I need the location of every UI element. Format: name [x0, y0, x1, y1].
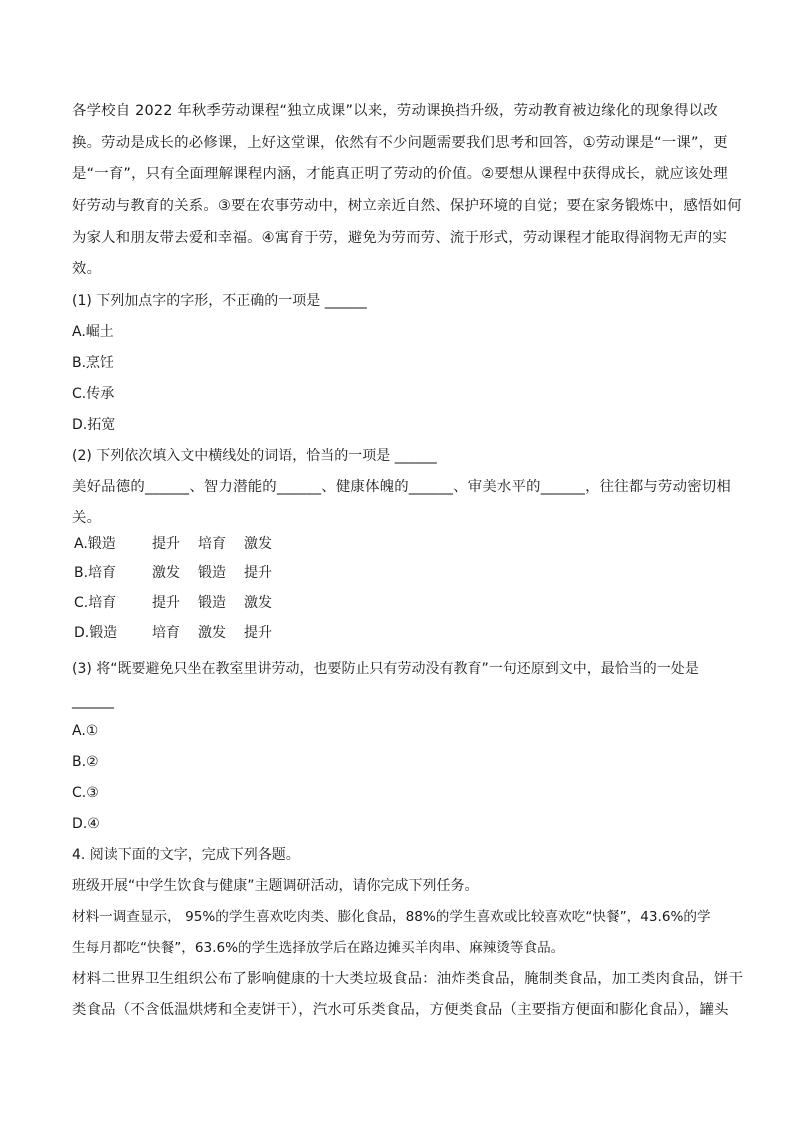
passage-line-5: 为家人和朋友带去爱和幸福。④寓育于劳，避免为劳而劳、流于形式，劳动课程才能取得润物无声的实: [72, 230, 728, 246]
q3-option-d: D.④: [72, 816, 100, 832]
q4-material-1-line-1: 材料一调查显示， 95%的学生喜欢吃肉类、膨化食品，88%的学生喜欢或比较喜欢吃“快餐”，43.6%的学: [72, 909, 711, 925]
q4-title: 4. 阅读下面的文字，完成下列各题。: [72, 847, 300, 863]
q3-option-c: C.③: [72, 785, 99, 801]
q2-option-c-word-1: C.培育: [74, 595, 117, 611]
q2-option-d-word-1: D.锻造: [74, 625, 118, 641]
q2-option-d-word-2: 培育: [152, 625, 180, 641]
q2-option-d-word-4: 提升: [244, 625, 272, 641]
q4-material-2-line-2: 类食品（不含低温烘烤和全麦饼干），汽水可乐类食品，方便类食品（主要指方便面和膨化食品），罐头: [72, 1002, 729, 1018]
q2-option-c-word-3: 锻造: [198, 595, 226, 611]
passage-line-1: 各学校自 2022 年秋季劳动课程“独立成课”以来，劳动课换挡升级，劳动教育被边缘化的现象得以改: [72, 103, 718, 119]
q1-option-a: A.崛土: [72, 324, 114, 340]
q2-option-a-word-3: 培育: [198, 536, 226, 552]
q2-stem: (2) 下列依次填入文中横线处的词语，恰当的一项是 ______: [72, 448, 437, 464]
q2-option-b-word-2: 激发: [152, 565, 180, 581]
q4-material-2-line-1: 材料二世界卫生组织公布了影响健康的十大类垃圾食品：油炸类食品，腌制类食品，加工类肉食品，饼干: [72, 971, 744, 987]
q3-option-b: B.②: [72, 754, 99, 770]
q2-option-a-word-4: 激发: [244, 536, 272, 552]
q2-option-a-word-1: A.锻造: [74, 536, 116, 552]
q2-option-c-word-4: 激发: [244, 595, 272, 611]
passage-line-2: 换。劳动是成长的必修课，上好这堂课，依然有不少问题需要我们思考和回答，①劳动课是“一课”，更: [72, 135, 728, 151]
q1-option-c: C.传承: [72, 386, 115, 402]
q2-option-c-word-2: 提升: [152, 595, 180, 611]
q1-stem: (1) 下列加点字的字形，不正确的一项是 ______: [72, 293, 367, 309]
q4-material-1-line-2: 生每月都吃“快餐”，63.6%的学生选择放学后在路边摊买羊肉串、麻辣烫等食品。: [72, 940, 565, 956]
q2-text-line-1: 美好品德的______、智力潜能的______、健康体魄的______、审美水平的______，往往都与劳动密切相: [72, 479, 731, 495]
q3-stem: (3) 将“既要避免只坐在教室里讲劳动，也要防止只有劳动没有教育”一句还原到文中，最恰当的一处是: [72, 661, 699, 677]
passage-line-6: 效。: [72, 261, 102, 277]
passage-line-3: 是“一育”，只有全面理解课程内涵，才能真正明了劳动的价值。②要想从课程中获得成长，就应该处理: [72, 166, 728, 182]
q2-option-b-word-4: 提升: [244, 565, 272, 581]
q2-option-b-word-1: B.培育: [74, 565, 117, 581]
q3-answer-blank: ______: [72, 693, 114, 709]
q2-text-line-2: 关。: [72, 510, 102, 526]
q2-option-b-word-3: 锻造: [198, 565, 226, 581]
q4-intro: 班级开展“中学生饮食与健康”主题调研活动，请你完成下列任务。: [72, 878, 479, 894]
q1-option-d: D.拓宽: [72, 417, 116, 433]
passage-line-4: 好劳动与教育的关系。③要在农事劳动中，树立亲近自然、保护环境的自觉；要在家务锻炼中，感悟如何: [72, 198, 742, 214]
q3-option-a: A.①: [72, 723, 99, 739]
q2-option-a-word-2: 提升: [152, 536, 180, 552]
q1-option-b: B.烹饪: [72, 355, 115, 371]
q2-option-d-word-3: 激发: [198, 625, 226, 641]
